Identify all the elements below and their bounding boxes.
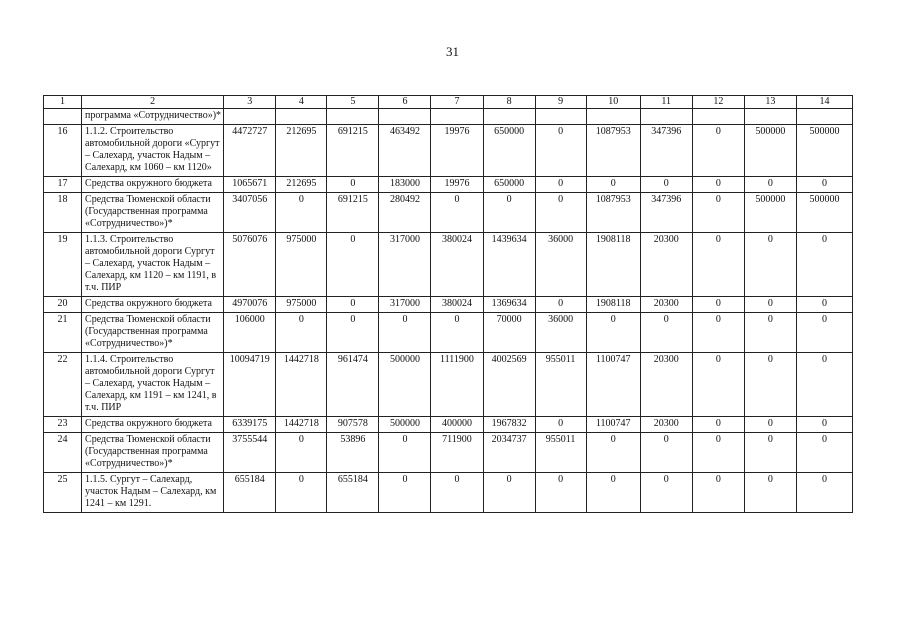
value-cell: 0	[327, 297, 379, 313]
value-cell: 1442718	[276, 417, 327, 433]
description-cell: 1.1.3. Строительство автомобильной дороги Сургут – Салехард, участок Надым – Салехард, км 1120 – км 1191, в т.ч. ПИР	[82, 233, 224, 297]
value-cell: 347396	[640, 125, 692, 177]
value-cell: 0	[483, 473, 535, 513]
value-cell: 10094719	[224, 353, 276, 417]
row-number-cell: 19	[44, 233, 82, 297]
page-number: 31	[446, 44, 459, 59]
value-cell: 106000	[224, 313, 276, 353]
description-cell: 1.1.5. Сургут – Салехард, участок Надым – Салехард, км 1241 – км 1291.	[82, 473, 224, 513]
value-cell: 0	[744, 433, 796, 473]
value-cell: 907578	[327, 417, 379, 433]
value-cell: 0	[692, 313, 744, 353]
value-cell: 1087953	[586, 125, 640, 177]
value-cell: 1065671	[224, 177, 276, 193]
value-cell: 975000	[276, 297, 327, 313]
value-cell: 0	[276, 313, 327, 353]
header-cell: 3	[224, 96, 276, 109]
value-cell: 0	[796, 417, 852, 433]
value-cell: 0	[586, 473, 640, 513]
row-number-cell: 17	[44, 177, 82, 193]
header-cell: 7	[431, 96, 483, 109]
budget-table	[43, 95, 853, 513]
table-body	[44, 96, 853, 513]
row-number-cell: 18	[44, 193, 82, 233]
value-cell	[483, 109, 535, 125]
value-cell	[796, 109, 852, 125]
value-cell: 317000	[379, 297, 431, 313]
table-row	[44, 473, 853, 513]
value-cell: 691215	[327, 193, 379, 233]
value-cell: 0	[796, 433, 852, 473]
value-cell: 500000	[379, 353, 431, 417]
header-cell: 11	[640, 96, 692, 109]
value-cell: 20300	[640, 353, 692, 417]
value-cell: 1100747	[586, 353, 640, 417]
value-cell: 0	[586, 177, 640, 193]
value-cell: 380024	[431, 297, 483, 313]
header-cell: 5	[327, 96, 379, 109]
value-cell: 212695	[276, 125, 327, 177]
header-row	[44, 96, 853, 109]
value-cell: 183000	[379, 177, 431, 193]
header-cell: 1	[44, 96, 82, 109]
value-cell: 975000	[276, 233, 327, 297]
value-cell: 36000	[535, 233, 586, 297]
row-number-cell: 24	[44, 433, 82, 473]
value-cell: 53896	[327, 433, 379, 473]
table-row	[44, 125, 853, 177]
value-cell: 0	[483, 193, 535, 233]
header-cell: 6	[379, 96, 431, 109]
header-cell: 9	[535, 96, 586, 109]
table-row	[44, 353, 853, 417]
row-number-cell	[44, 109, 82, 125]
description-cell: Средства окружного бюджета	[82, 177, 224, 193]
value-cell: 0	[744, 297, 796, 313]
value-cell: 0	[796, 233, 852, 297]
value-cell: 212695	[276, 177, 327, 193]
header-cell: 12	[692, 96, 744, 109]
value-cell: 0	[535, 297, 586, 313]
value-cell: 0	[327, 233, 379, 297]
value-cell: 500000	[744, 193, 796, 233]
header-cell: 2	[82, 96, 224, 109]
description-cell: Средства Тюменской области (Государственная программа «Сотрудничество»)*	[82, 313, 224, 353]
description-cell: Средства окружного бюджета	[82, 297, 224, 313]
value-cell: 4472727	[224, 125, 276, 177]
header-cell: 14	[796, 96, 852, 109]
value-cell: 0	[431, 313, 483, 353]
value-cell: 0	[276, 433, 327, 473]
value-cell	[379, 109, 431, 125]
value-cell: 0	[379, 313, 431, 353]
value-cell: 0	[796, 297, 852, 313]
value-cell: 0	[744, 473, 796, 513]
value-cell	[224, 109, 276, 125]
value-cell: 0	[744, 233, 796, 297]
value-cell: 500000	[796, 125, 852, 177]
value-cell: 0	[796, 473, 852, 513]
value-cell: 655184	[327, 473, 379, 513]
header-cell: 4	[276, 96, 327, 109]
value-cell: 961474	[327, 353, 379, 417]
value-cell: 650000	[483, 125, 535, 177]
value-cell: 1908118	[586, 297, 640, 313]
description-cell: программа «Сотрудничество»)*	[82, 109, 224, 125]
value-cell: 650000	[483, 177, 535, 193]
value-cell: 691215	[327, 125, 379, 177]
value-cell: 0	[692, 417, 744, 433]
description-cell: Средства окружного бюджета	[82, 417, 224, 433]
value-cell: 0	[796, 353, 852, 417]
value-cell: 0	[535, 193, 586, 233]
value-cell: 0	[692, 177, 744, 193]
value-cell: 2034737	[483, 433, 535, 473]
value-cell: 711900	[431, 433, 483, 473]
value-cell: 0	[327, 313, 379, 353]
table-row	[44, 313, 853, 353]
header-cell: 13	[744, 96, 796, 109]
value-cell	[327, 109, 379, 125]
description-cell: Средства Тюменской области (Государственная программа «Сотрудничество»)*	[82, 433, 224, 473]
value-cell: 1111900	[431, 353, 483, 417]
header-cell: 8	[483, 96, 535, 109]
value-cell: 500000	[796, 193, 852, 233]
table-row	[44, 109, 853, 125]
value-cell: 0	[796, 177, 852, 193]
value-cell: 347396	[640, 193, 692, 233]
value-cell: 0	[431, 473, 483, 513]
value-cell	[640, 109, 692, 125]
value-cell: 655184	[224, 473, 276, 513]
value-cell: 955011	[535, 433, 586, 473]
value-cell	[586, 109, 640, 125]
value-cell: 0	[276, 193, 327, 233]
value-cell: 0	[535, 473, 586, 513]
value-cell: 0	[586, 433, 640, 473]
value-cell: 1100747	[586, 417, 640, 433]
value-cell	[744, 109, 796, 125]
value-cell: 1442718	[276, 353, 327, 417]
row-number-cell: 16	[44, 125, 82, 177]
value-cell: 19976	[431, 177, 483, 193]
value-cell: 0	[692, 193, 744, 233]
value-cell: 0	[535, 177, 586, 193]
value-cell: 400000	[431, 417, 483, 433]
value-cell: 0	[535, 125, 586, 177]
value-cell: 5076076	[224, 233, 276, 297]
row-number-cell: 25	[44, 473, 82, 513]
value-cell	[431, 109, 483, 125]
value-cell: 0	[744, 177, 796, 193]
table-row	[44, 417, 853, 433]
value-cell: 1967832	[483, 417, 535, 433]
value-cell: 1439634	[483, 233, 535, 297]
value-cell: 0	[327, 177, 379, 193]
description-cell: 1.1.2. Строительство автомобильной дороги «Сургут – Салехард, участок Надым – Салехард, км 1060 – км 1120»	[82, 125, 224, 177]
value-cell: 19976	[431, 125, 483, 177]
header-cell: 10	[586, 96, 640, 109]
value-cell: 6339175	[224, 417, 276, 433]
value-cell: 500000	[744, 125, 796, 177]
value-cell: 280492	[379, 193, 431, 233]
value-cell: 70000	[483, 313, 535, 353]
value-cell: 0	[692, 233, 744, 297]
value-cell: 0	[744, 313, 796, 353]
value-cell: 0	[431, 193, 483, 233]
value-cell: 4002569	[483, 353, 535, 417]
row-number-cell: 20	[44, 297, 82, 313]
value-cell: 317000	[379, 233, 431, 297]
value-cell: 380024	[431, 233, 483, 297]
value-cell: 1369634	[483, 297, 535, 313]
value-cell: 955011	[535, 353, 586, 417]
value-cell: 0	[535, 417, 586, 433]
value-cell: 0	[692, 125, 744, 177]
value-cell: 0	[744, 353, 796, 417]
value-cell: 0	[640, 433, 692, 473]
value-cell: 0	[692, 433, 744, 473]
value-cell: 0	[640, 177, 692, 193]
value-cell	[276, 109, 327, 125]
row-number-cell: 21	[44, 313, 82, 353]
description-cell: 1.1.4. Строительство автомобильной дороги Сургут – Салехард, участок Надым – Салехард, км 1191 – км 1241, в т.ч. ПИР	[82, 353, 224, 417]
value-cell: 0	[586, 313, 640, 353]
table-row	[44, 193, 853, 233]
value-cell: 0	[796, 313, 852, 353]
table-row	[44, 233, 853, 297]
value-cell: 3755544	[224, 433, 276, 473]
value-cell: 0	[276, 473, 327, 513]
value-cell	[535, 109, 586, 125]
value-cell: 20300	[640, 233, 692, 297]
value-cell: 0	[692, 297, 744, 313]
value-cell: 463492	[379, 125, 431, 177]
table-row	[44, 433, 853, 473]
value-cell: 0	[640, 473, 692, 513]
value-cell: 20300	[640, 417, 692, 433]
table-row	[44, 177, 853, 193]
description-cell: Средства Тюменской области (Государственная программа «Сотрудничество»)*	[82, 193, 224, 233]
value-cell	[692, 109, 744, 125]
value-cell: 0	[692, 353, 744, 417]
value-cell: 3407056	[224, 193, 276, 233]
value-cell: 0	[744, 417, 796, 433]
row-number-cell: 23	[44, 417, 82, 433]
value-cell: 20300	[640, 297, 692, 313]
value-cell: 0	[692, 473, 744, 513]
value-cell: 0	[379, 473, 431, 513]
table-row	[44, 297, 853, 313]
row-number-cell: 22	[44, 353, 82, 417]
value-cell: 4970076	[224, 297, 276, 313]
value-cell: 1087953	[586, 193, 640, 233]
value-cell: 500000	[379, 417, 431, 433]
value-cell: 1908118	[586, 233, 640, 297]
value-cell: 0	[379, 433, 431, 473]
value-cell: 0	[640, 313, 692, 353]
value-cell: 36000	[535, 313, 586, 353]
